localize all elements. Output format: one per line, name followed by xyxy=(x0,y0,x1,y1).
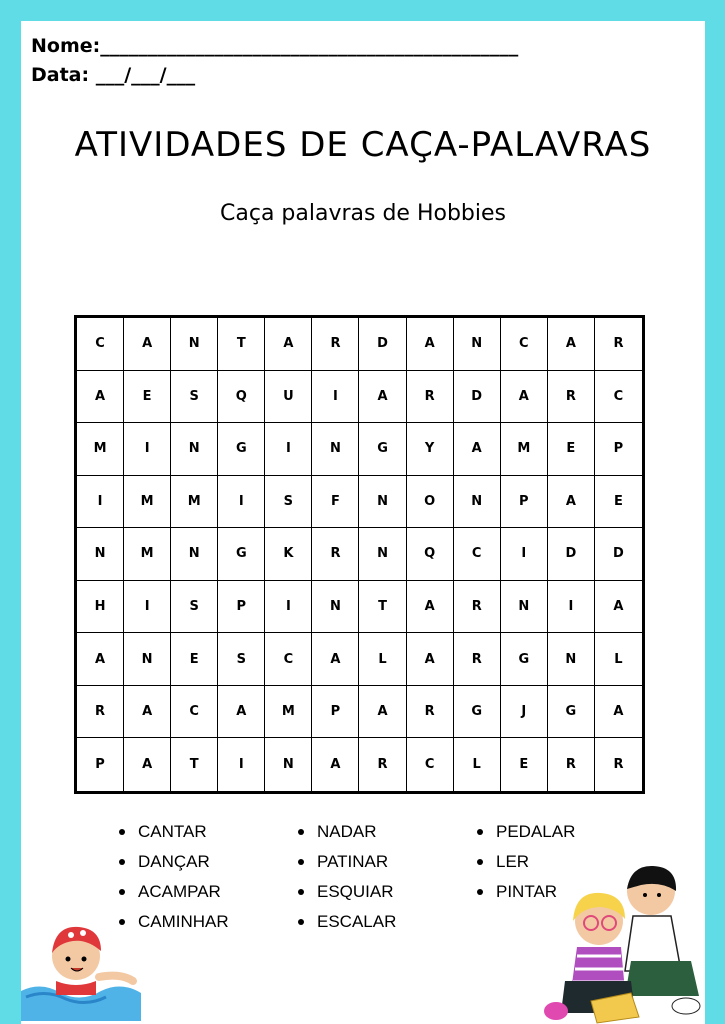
grid-cell: I xyxy=(265,423,312,476)
grid-cell: D xyxy=(359,318,406,371)
grid-cell: I xyxy=(265,581,312,634)
grid-cell: A xyxy=(312,633,359,686)
grid-cell: A xyxy=(265,318,312,371)
grid-cell: C xyxy=(77,318,124,371)
grid-cell: E xyxy=(501,738,548,791)
grid-cell: M xyxy=(501,423,548,476)
word-list-item: PINTAR xyxy=(474,881,653,911)
grid-cell: A xyxy=(359,371,406,424)
grid-cell: A xyxy=(124,738,171,791)
grid-cell: C xyxy=(265,633,312,686)
grid-cell: A xyxy=(77,633,124,686)
grid-cell: S xyxy=(218,633,265,686)
grid-cell: C xyxy=(595,371,642,424)
grid-cell: G xyxy=(501,633,548,686)
grid-cell: F xyxy=(312,476,359,529)
grid-cell: R xyxy=(454,633,501,686)
grid-cell: G xyxy=(218,423,265,476)
grid-cell: A xyxy=(407,581,454,634)
grid-cell: N xyxy=(312,423,359,476)
grid-cell: K xyxy=(265,528,312,581)
grid-cell: G xyxy=(359,423,406,476)
grid-cell: G xyxy=(218,528,265,581)
grid-cell: R xyxy=(77,686,124,739)
grid-cell: R xyxy=(312,318,359,371)
grid-cell: M xyxy=(171,476,218,529)
grid-cell: I xyxy=(124,423,171,476)
grid-cell: G xyxy=(454,686,501,739)
grid-cell: R xyxy=(407,371,454,424)
page-subtitle: Caça palavras de Hobbies xyxy=(220,201,506,226)
grid-cell: N xyxy=(171,423,218,476)
word-list-item: DANÇAR xyxy=(116,851,295,881)
word-list-item: ESCALAR xyxy=(295,911,474,941)
grid-cell: I xyxy=(218,738,265,791)
grid-cell: Y xyxy=(407,423,454,476)
grid-cell: D xyxy=(454,371,501,424)
grid-cell: C xyxy=(454,528,501,581)
word-list-item: NADAR xyxy=(295,821,474,851)
grid-cell: P xyxy=(77,738,124,791)
grid-cell: N xyxy=(501,581,548,634)
grid-cell: Q xyxy=(407,528,454,581)
grid-cell: R xyxy=(548,738,595,791)
grid-cell: A xyxy=(312,738,359,791)
word-list-item: ACAMPAR xyxy=(116,881,295,911)
grid-cell: N xyxy=(171,528,218,581)
grid-cell: A xyxy=(124,686,171,739)
grid-cell: N xyxy=(359,528,406,581)
word-search-grid xyxy=(74,315,645,794)
grid-cell: M xyxy=(77,423,124,476)
swimming-child-illustration xyxy=(21,911,171,1021)
word-list-column xyxy=(295,821,474,941)
grid-cell: A xyxy=(407,318,454,371)
grid-cell: U xyxy=(265,371,312,424)
grid-cell: J xyxy=(501,686,548,739)
grid-cell: I xyxy=(124,581,171,634)
grid-cell: R xyxy=(454,581,501,634)
grid-cell: N xyxy=(171,318,218,371)
word-list-item: CAMINHAR xyxy=(116,911,295,941)
grid-cell: I xyxy=(312,371,359,424)
grid-cell: N xyxy=(548,633,595,686)
grid-cell: A xyxy=(548,318,595,371)
grid-cell: L xyxy=(359,633,406,686)
word-list-item: CANTAR xyxy=(116,821,295,851)
grid-cell: P xyxy=(595,423,642,476)
grid-cell: N xyxy=(359,476,406,529)
grid-cell: M xyxy=(124,528,171,581)
grid-cell: I xyxy=(218,476,265,529)
grid-cell: D xyxy=(595,528,642,581)
grid-cell: S xyxy=(171,371,218,424)
grid-cell: T xyxy=(359,581,406,634)
grid-cell: G xyxy=(548,686,595,739)
page-title: ATIVIDADES DE CAÇA-PALAVRAS xyxy=(74,125,652,165)
grid-cell: P xyxy=(312,686,359,739)
grid-cell: A xyxy=(218,686,265,739)
word-list-item: ESQUIAR xyxy=(295,881,474,911)
grid-cell: M xyxy=(265,686,312,739)
date-field: Data: ___/___/___ xyxy=(31,64,196,86)
grid-cell: E xyxy=(548,423,595,476)
grid-cell: I xyxy=(548,581,595,634)
grid-cell: I xyxy=(501,528,548,581)
grid-cell: D xyxy=(548,528,595,581)
grid-cell: Q xyxy=(218,371,265,424)
grid-cell: M xyxy=(124,476,171,529)
worksheet-page xyxy=(21,21,705,1024)
word-list-item: PATINAR xyxy=(295,851,474,881)
grid-cell: E xyxy=(595,476,642,529)
grid-cell: S xyxy=(171,581,218,634)
grid-cell: R xyxy=(548,371,595,424)
grid-cell: R xyxy=(359,738,406,791)
grid-cell: A xyxy=(454,423,501,476)
grid-cell: L xyxy=(454,738,501,791)
grid-cell: I xyxy=(77,476,124,529)
grid-cell: A xyxy=(595,581,642,634)
reading-children-illustration xyxy=(521,861,705,1024)
grid-cell: A xyxy=(77,371,124,424)
grid-cell: H xyxy=(77,581,124,634)
grid-cell: C xyxy=(171,686,218,739)
grid-cell: N xyxy=(77,528,124,581)
grid-cell: C xyxy=(501,318,548,371)
grid-cell: T xyxy=(171,738,218,791)
grid-cell: R xyxy=(407,686,454,739)
grid-cell: R xyxy=(312,528,359,581)
grid-cell: E xyxy=(124,371,171,424)
grid-cell: R xyxy=(595,318,642,371)
grid-cell: A xyxy=(407,633,454,686)
grid-cell: P xyxy=(501,476,548,529)
grid-cell: T xyxy=(218,318,265,371)
grid-cell: N xyxy=(312,581,359,634)
grid-cell: N xyxy=(124,633,171,686)
grid-cell: A xyxy=(595,686,642,739)
grid-cell: A xyxy=(359,686,406,739)
grid-cell: N xyxy=(454,476,501,529)
grid-cell: L xyxy=(595,633,642,686)
grid-cell: A xyxy=(548,476,595,529)
name-field: Nome:____________________________________________ xyxy=(31,35,519,57)
grid-cell: A xyxy=(501,371,548,424)
word-list-item: PEDALAR xyxy=(474,821,653,851)
grid-cell: O xyxy=(407,476,454,529)
grid-cell: P xyxy=(218,581,265,634)
grid-cell: E xyxy=(171,633,218,686)
word-list-item: LER xyxy=(474,851,653,881)
grid-cell: A xyxy=(124,318,171,371)
grid-cell: N xyxy=(265,738,312,791)
grid-cell: S xyxy=(265,476,312,529)
grid-cell: R xyxy=(613,757,624,773)
grid-cell: N xyxy=(454,318,501,371)
grid-cell: C xyxy=(407,738,454,791)
